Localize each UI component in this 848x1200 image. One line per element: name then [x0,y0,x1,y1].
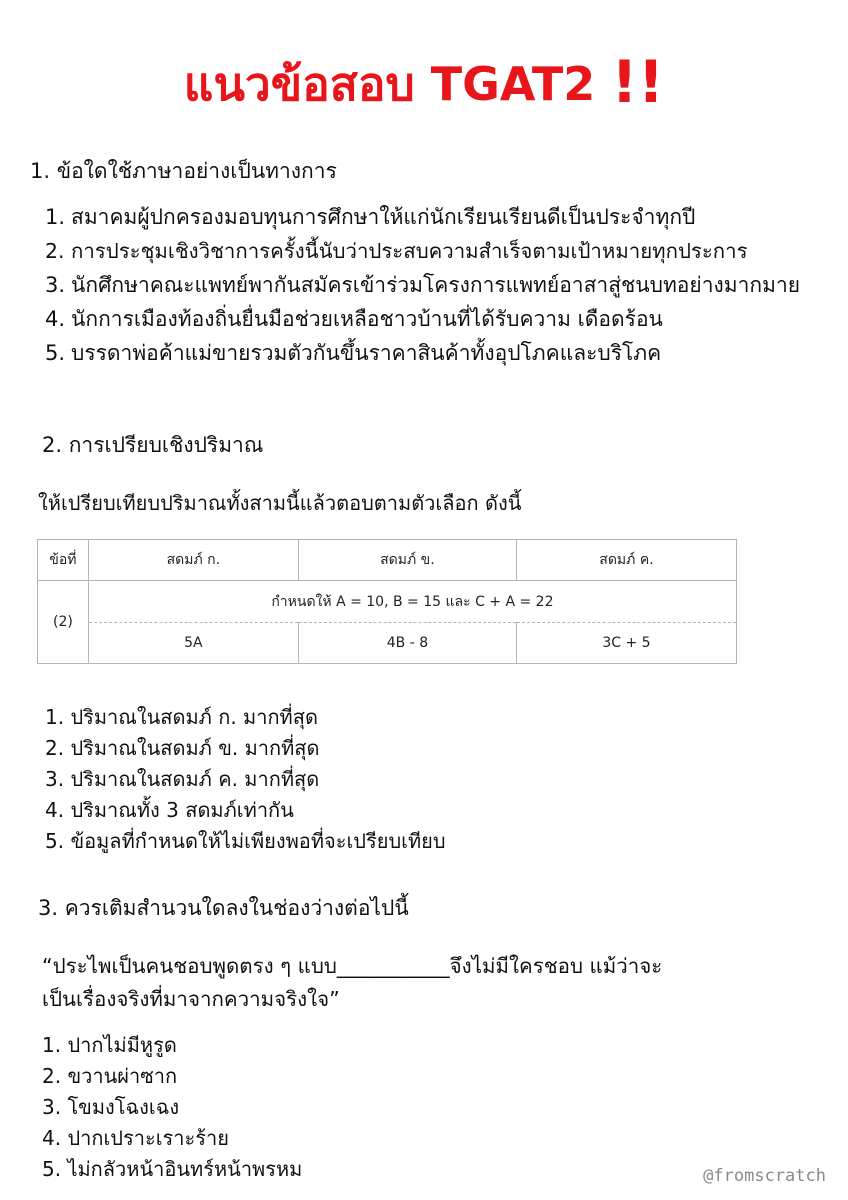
q1-option-1: 1. สมาคมผู้ปกครองมอบทุนการศึกษาให้แก่นักเรียนเรียนดีเป็นประจำทุกปี [45,205,696,229]
q2-instruction: ให้เปรียบเทียบปริมาณทั้งสามนี้แล้วตอบตามตัวเลือก ดังนี้ [38,491,522,515]
q1-option-5: 5. บรรดาพ่อค้าแม่ขายรวมตัวกันขึ้นราคาสินค้าทั้งอุปโภคและบริโภค [45,341,662,365]
q1-question: 1. ข้อใดใช้ภาษาอย่างเป็นทางการ [30,159,337,183]
author-credit: @fromscratch [703,1166,826,1186]
q3-option-4: 4. ปากเปราะเราะร้าย [42,1126,229,1150]
q2-option-5: 5. ข้อมูลที่กำหนดให้ไม่เพียงพอที่จะเปรียบเทียบ [45,829,446,853]
q2-option-3: 3. ปริมาณในสดมภ์ ค. มากที่สุด [45,767,320,791]
table-values-row [38,623,737,664]
page-title [0,48,848,116]
q3-question: 3. ควรเติมสำนวนใดลงในช่องว่างต่อไปนี้ [38,896,409,920]
q2-option-1: 1. ปริมาณในสดมภ์ ก. มากที่สุด [45,705,318,729]
q3-option-5: 5. ไม่กลัวหน้าอินทร์หน้าพรหม [42,1157,303,1181]
q3-quote-line-2: เป็นเรื่องจริงที่มาจากความจริงใจ” [42,987,340,1011]
value-column-b: 4B - 8 [298,623,516,664]
header-column-c: สดมภ์ ค. [516,540,736,581]
q3-quote [42,950,662,1016]
q3-options [42,1030,302,1185]
value-column-a: 5A [88,623,298,664]
table-header-row [38,540,737,581]
title-text: แนวข้อสอบ TGAT2 [183,57,596,111]
q2-question: 2. การเปรียบเชิงปริมาณ [42,433,264,457]
q1-option-2: 2. การประชุมเชิงวิชาการครั้งนี้นับว่าประสบความสำเร็จตามเป้าหมายทุกประการ [45,239,748,263]
q2-option-2: 2. ปริมาณในสดมภ์ ข. มากที่สุด [45,736,320,760]
comparison-table [37,539,737,664]
q1-option-4: 4. นักการเมืองท้องถิ่นยื่นมือช่วยเหลือชาวบ้านที่ได้รับความ เดือดร้อน [45,307,663,331]
q1-options [45,200,835,370]
value-column-c: 3C + 5 [516,623,736,664]
header-column-a: สดมภ์ ก. [88,540,298,581]
given-values: กำหนดให้ A = 10, B = 15 และ C + A = 22 [88,581,736,623]
q3-option-2: 2. ขวานผ่าซาก [42,1064,178,1088]
header-item-no: ข้อที่ [38,540,89,581]
q1-option-3: 3. นักศึกษาคณะแพทย์พากันสมัครเข้าร่วมโครงการแพทย์อาสาสู่ชนบทอย่างมากมาย [45,273,801,297]
q2-options [45,702,446,857]
q2-option-4: 4. ปริมาณทั้ง 3 สดมภ์เท่ากัน [45,798,294,822]
q3-option-3: 3. โขมงโฉงเฉง [42,1095,180,1119]
table-given-row [38,581,737,623]
header-column-b: สดมภ์ ข. [298,540,516,581]
row-label: (2) [38,581,89,664]
q3-quote-line-1: “ประไพเป็นคนชอบพูดตรง ๆ แบบ___________จึงไม่มีใครชอบ แม้ว่าจะ [42,954,663,978]
q3-option-1: 1. ปากไม่มีหูรูด [42,1033,177,1057]
double-exclamation-icon: !! [611,48,665,116]
